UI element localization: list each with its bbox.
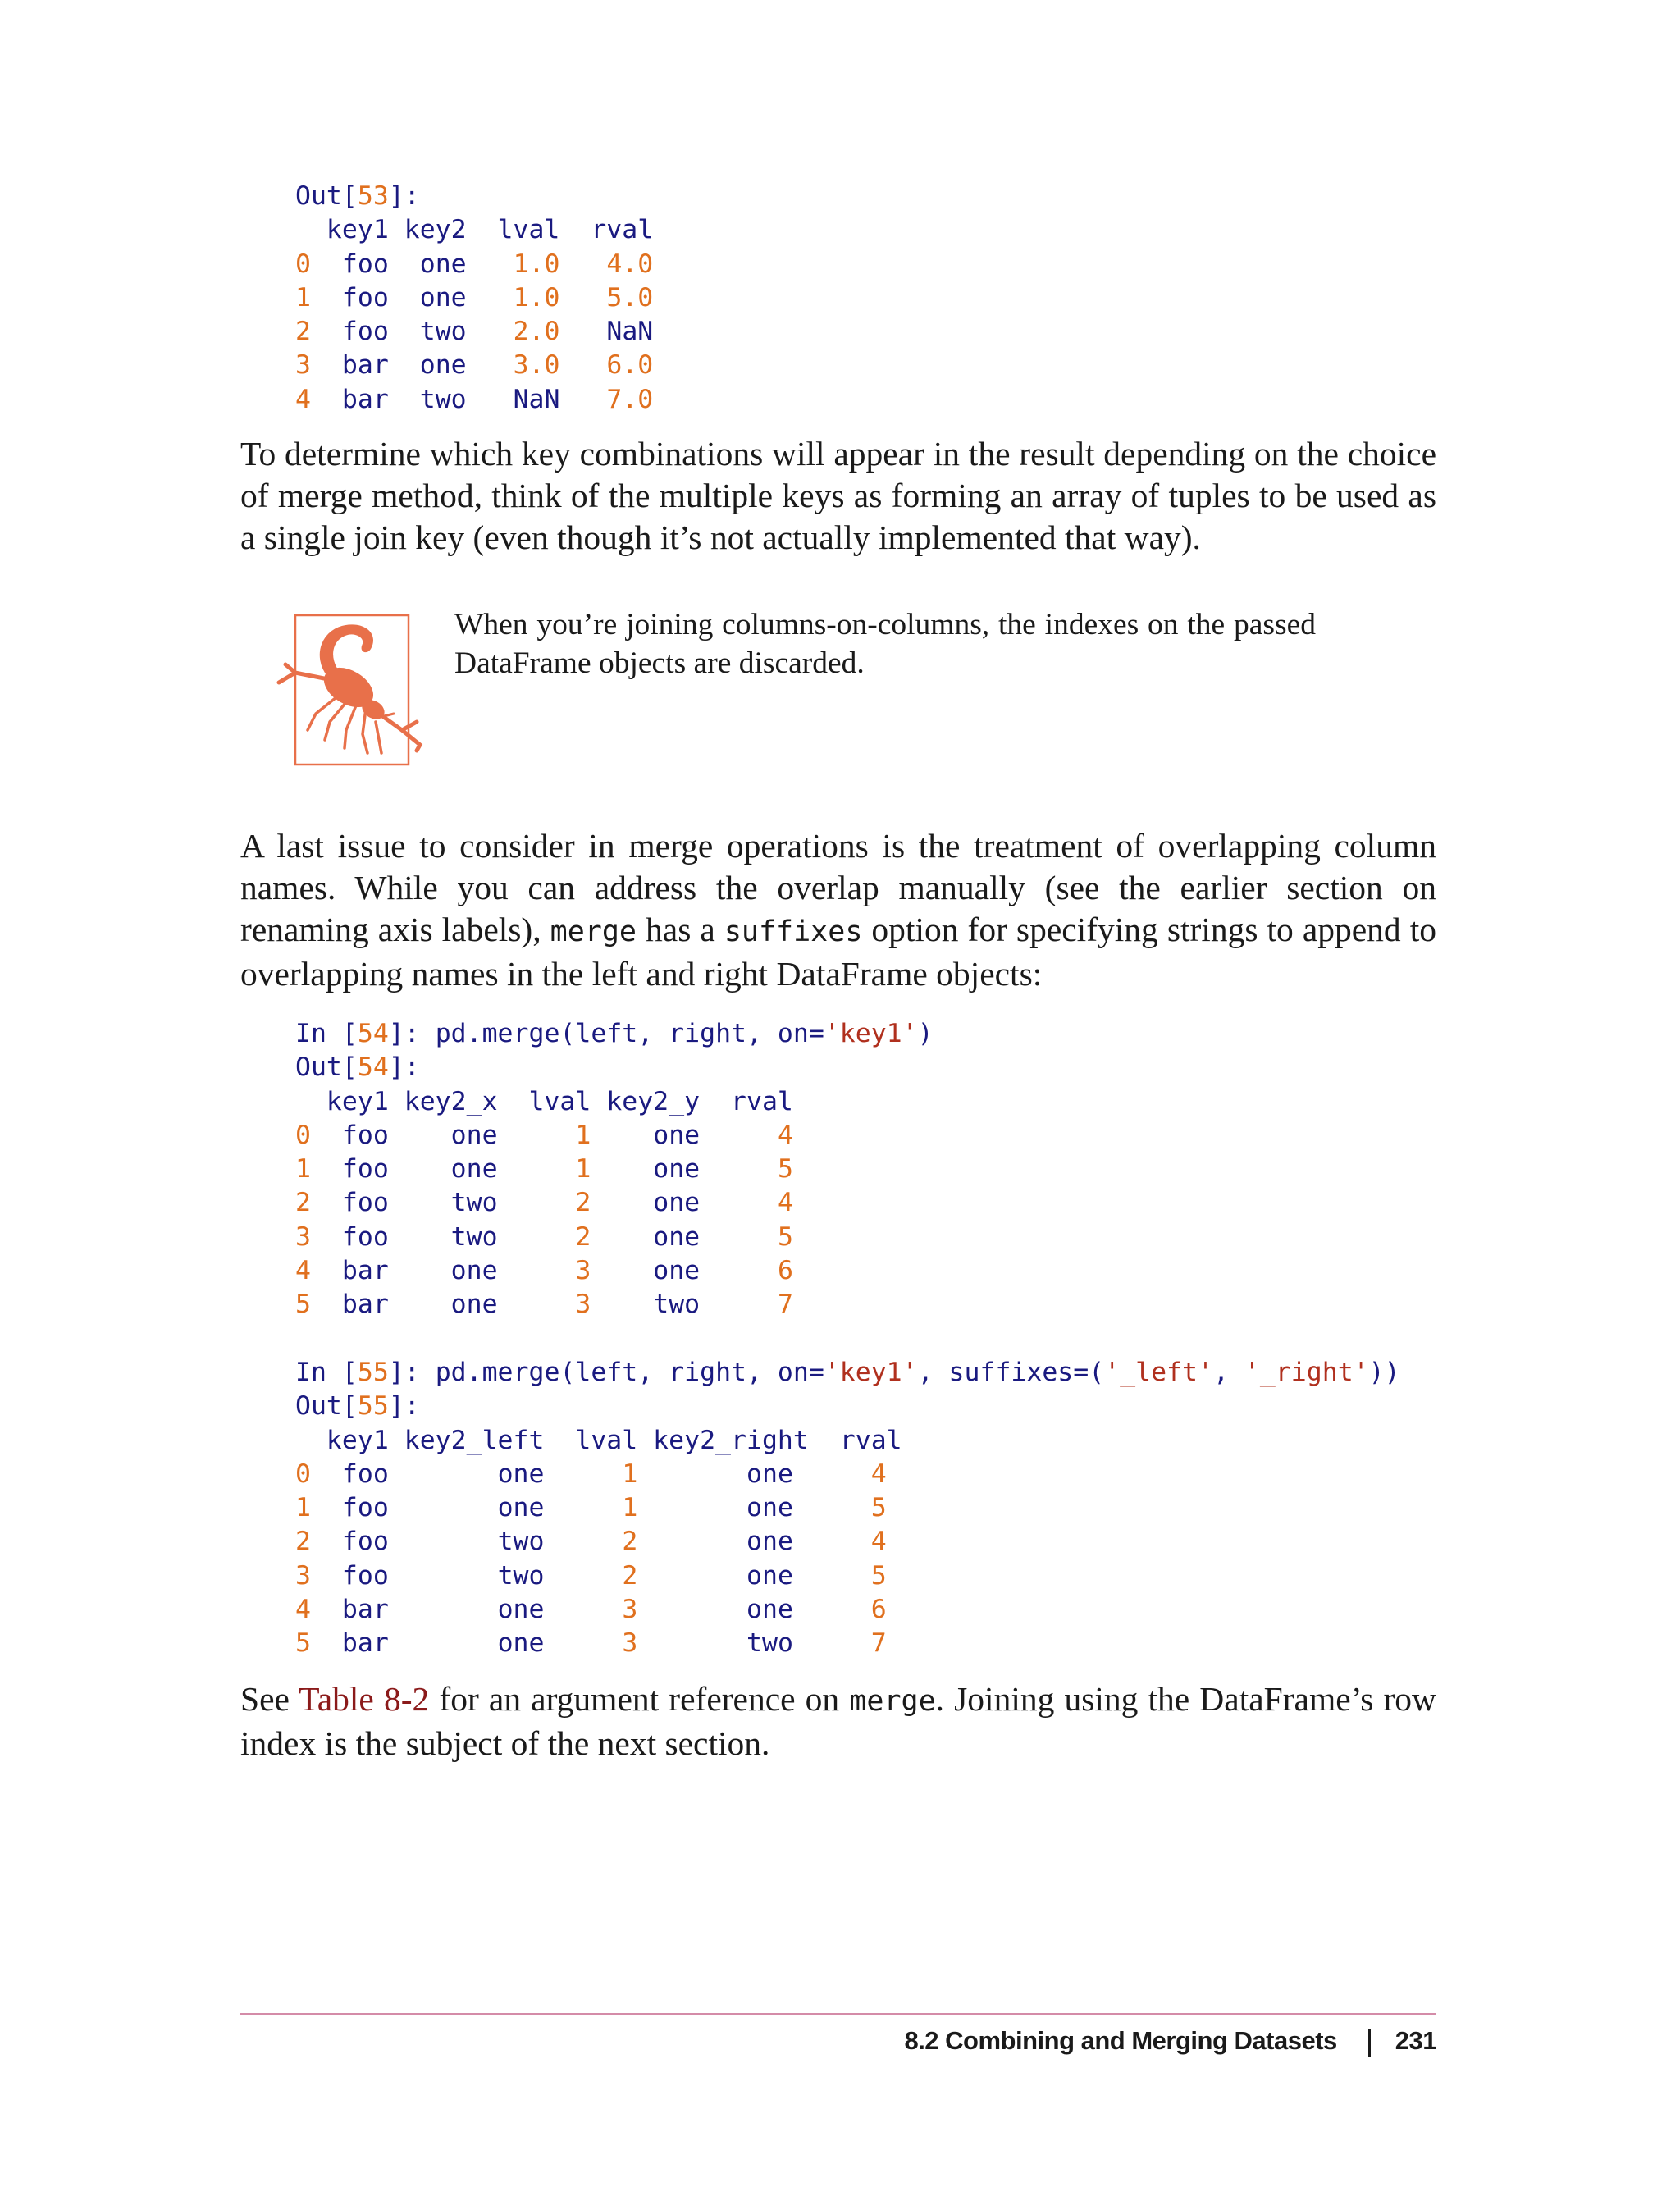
table-row: 2 foo two 2.0 NaN (295, 317, 654, 347)
table-row: 2 foo two 2 one 4 (295, 1188, 793, 1218)
table-row: 4 bar one 3 one 6 (295, 1256, 793, 1286)
code-block-out53 (295, 180, 653, 417)
page-footer (904, 2026, 1436, 2057)
inline-code-suffixes: suffixes (724, 915, 863, 948)
table-row: 4 bar two NaN 7.0 (295, 384, 654, 414)
out-number: 53 (357, 181, 389, 211)
code-block-in54: In [54]: pd.merge(left, right, on='key1') Out[54]: key1 key2_x lval key2_y rval 0 foo one 1 one 4 1 foo one 1 one 5 2 foo two 2 one 4 3 foo two 2 one 5 4 bar one 3 one 6 5 bar one 3 two 7 (295, 1017, 934, 1322)
table-row: 4 bar one 3 one 6 (295, 1595, 887, 1625)
table-row: 0 foo one 1 one 4 (295, 1120, 793, 1150)
table-row: 1 foo one 1 one 5 (295, 1154, 793, 1185)
table-row: 5 bar one 3 two 7 (295, 1290, 793, 1320)
out-close: ]: (388, 181, 420, 211)
table-row: 3 foo two 2 one 5 (295, 1221, 793, 1252)
table-header: key1 key2 lval rval (295, 215, 654, 245)
table-row: 1 foo one 1 one 5 (295, 1493, 887, 1523)
table-row: 1 foo one 1.0 5.0 (295, 282, 654, 313)
paragraph-overlap: A last issue to consider in merge operations is the treatment of overlapping column names. While you can address the overlap manually (see the earlier section on renaming axis labels), merge has a suffixes option for specifying strings to append to overlapping names in the left and right DataFrame objects: (240, 827, 1436, 993)
table-row: 5 bar one 3 two 7 (295, 1628, 887, 1659)
footer-divider (240, 2013, 1436, 2015)
inline-code-merge: merge (550, 915, 637, 948)
table-row: 0 foo one 1 one 4 (295, 1459, 887, 1489)
warning-note: When you’re joining columns-on-columns, the indexes on the passed DataFrame objects are discarded. (454, 608, 1316, 680)
table-8-2-link[interactable]: Table 8-2 (299, 1680, 430, 1718)
scorpion-warning-icon (271, 607, 443, 771)
footer-section-title: 8.2 Combining and Merging Datasets (904, 2026, 1337, 2055)
code-block-in55: In [55]: pd.merge(left, right, on='key1', suffixes=('_left', '_right')) Out[55]: key1 key2_left lval key2_right rval 0 foo one 1 one 4 1 foo one 1 one 5 2 foo two 2 one 4 3 foo two 2 one 5 4 bar one 3 one 6 5 bar one 3 two 7 (295, 1356, 1400, 1661)
table-header: key1 key2_x lval key2_y rval (295, 1086, 793, 1116)
table-row: 0 foo one 1.0 4.0 (295, 249, 654, 279)
paragraph-see-table: See Table 8-2 for an argument reference on merge. Joining using the DataFrame’s row index is the subject of the next section. (240, 1680, 1436, 1762)
paragraph-join-key: To determine which key combinations will appear in the result depending on the choice of merge method, think of the multiple keys as forming an array of tuples to be used as a single join key (even though it’s not actually implemented that way). (240, 435, 1436, 556)
table-row: 2 foo two 2 one 4 (295, 1527, 887, 1557)
footer-separator (1368, 2029, 1371, 2057)
out-label: Out[ (295, 181, 358, 211)
inline-code-merge: merge (849, 1685, 936, 1718)
table-row: 3 bar one 3.0 6.0 (295, 350, 654, 381)
table-header: key1 key2_left lval key2_right rval (295, 1425, 902, 1455)
page-number: 231 (1395, 2026, 1436, 2055)
table-row: 3 foo two 2 one 5 (295, 1560, 887, 1591)
